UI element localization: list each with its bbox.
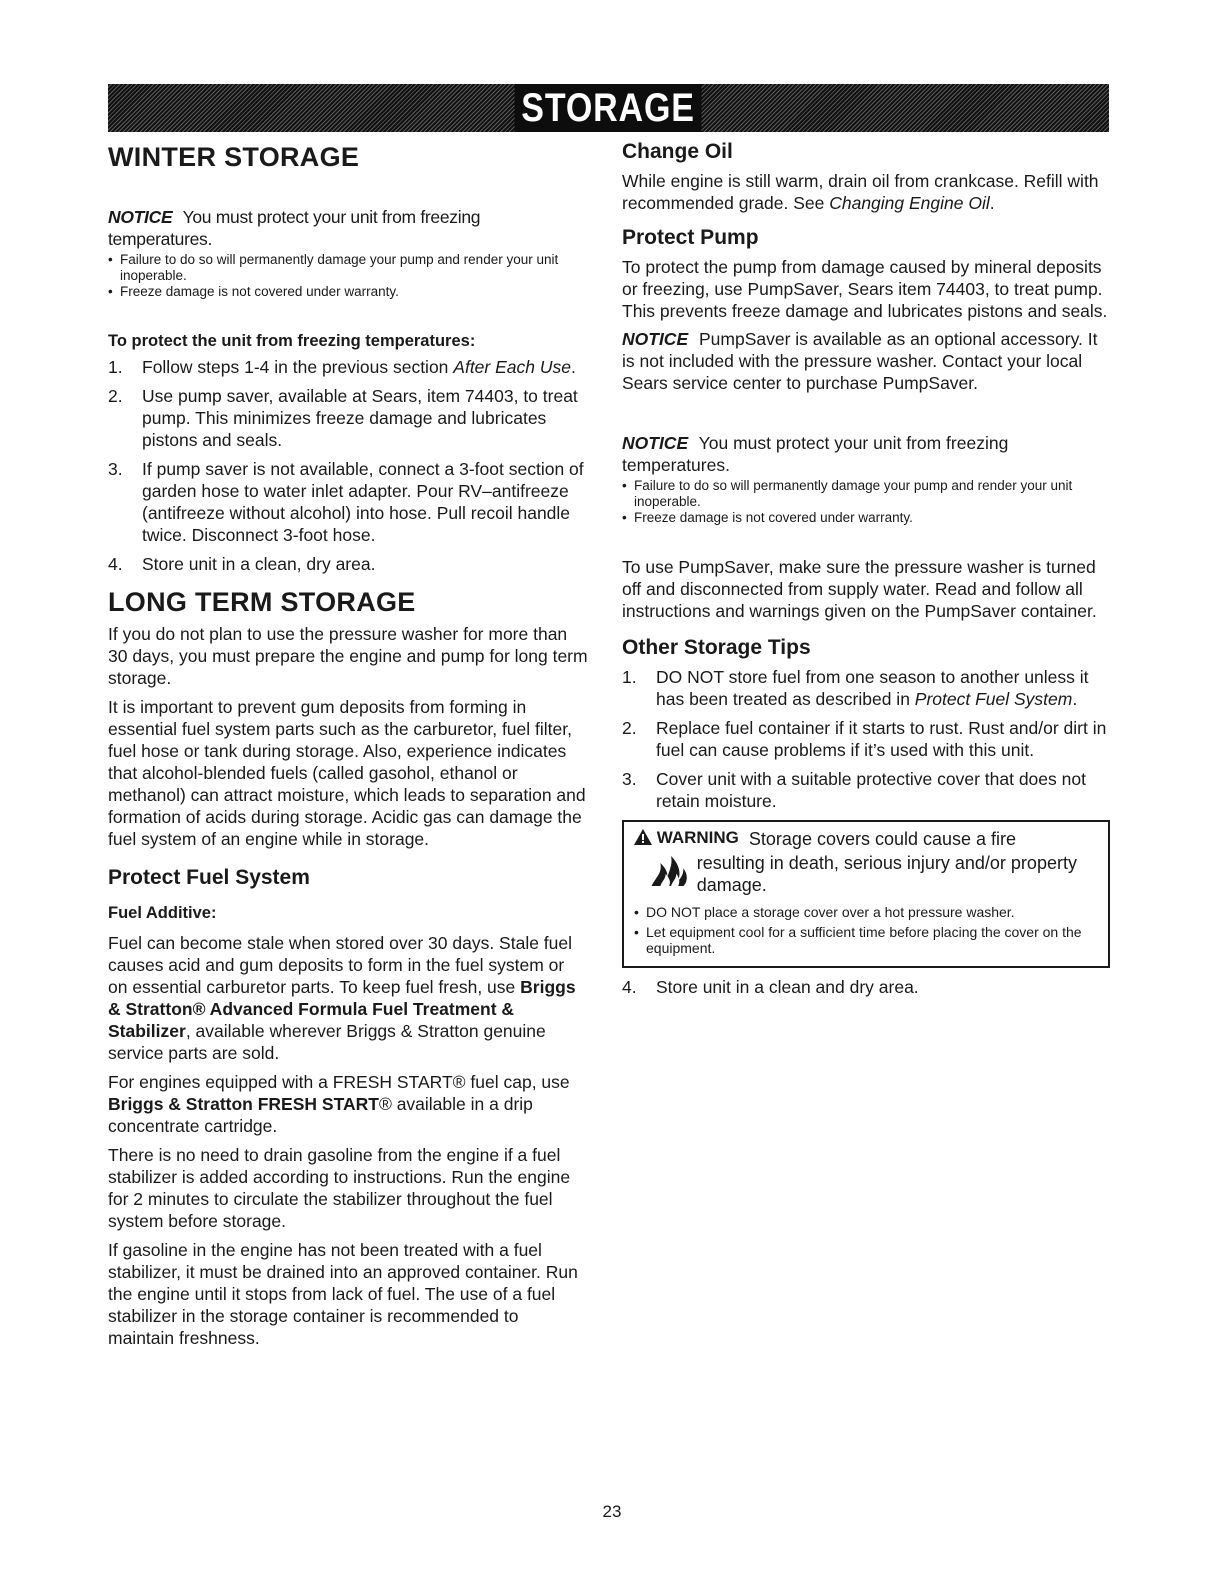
warning-line1: Storage covers could cause a fire bbox=[748, 829, 1017, 849]
step-text: Store unit in a clean and dry area. bbox=[656, 977, 919, 997]
warning-word: WARNING bbox=[656, 828, 739, 847]
product-name: Briggs & Stratton FRESH START bbox=[108, 1094, 379, 1114]
notice-label: NOTICE bbox=[622, 433, 689, 453]
change-oil-paragraph bbox=[622, 170, 1110, 214]
list-item: • Failure to do so will permanently damage your pump and render your unit inoperable. bbox=[108, 252, 588, 284]
right-column bbox=[622, 138, 1110, 1005]
step-text: Cover unit with a suitable protective cover that does not retain moisture. bbox=[656, 769, 1086, 811]
product-name: Briggs & Stratton® Advanced Formula Fuel Treatment & Stabilizer bbox=[108, 977, 576, 1041]
notice-text: You must protect your unit from freezing temperatures. bbox=[622, 433, 1009, 475]
step-reference: Protect Fuel System bbox=[914, 689, 1073, 709]
list-item bbox=[622, 666, 1110, 710]
section-banner bbox=[108, 84, 1109, 132]
notice-label: NOTICE bbox=[622, 329, 689, 349]
storage-tips-steps bbox=[622, 666, 1110, 812]
step-number: 1. bbox=[622, 667, 637, 687]
fuel-text: Fuel can become stale when stored over 30 days. Stale fuel causes acid and gum deposits to form in the fuel system or on essential carburetor parts. To keep fuel fresh, use bbox=[108, 933, 573, 997]
warning-line2: resulting in death, serious injury and/or property damage. bbox=[696, 853, 1077, 895]
warning-label bbox=[634, 828, 739, 850]
protect-unit-heading: To protect the unit from freezing temperatures: bbox=[108, 332, 476, 350]
fuel-paragraph: There is no need to drain gasoline from the engine if a fuel stabilizer is added according to instructions. Run the engine for 2 minutes to circulate the stabilizer throughout the fuel system before storage. bbox=[108, 1145, 571, 1231]
warning-body bbox=[634, 852, 1100, 896]
list-item bbox=[108, 458, 588, 546]
page-number: 23 bbox=[602, 1502, 622, 1521]
fuel-paragraph bbox=[108, 1071, 588, 1137]
step-number: 3. bbox=[622, 769, 637, 789]
section-title: STORAGE bbox=[515, 84, 702, 132]
step-number: 1. bbox=[108, 357, 123, 377]
list-item: • Freeze damage is not covered under warranty. bbox=[622, 510, 1110, 526]
notice-label: NOTICE bbox=[108, 207, 173, 227]
step-tail: . bbox=[1072, 689, 1078, 709]
step-number: 2. bbox=[108, 386, 123, 406]
list-item: • Freeze damage is not covered under warranty. bbox=[108, 284, 588, 300]
list-item: • DO NOT place a storage cover over a hot pressure washer. bbox=[634, 904, 1100, 920]
freezing-notice bbox=[622, 432, 1110, 476]
long-term-storage-heading: LONG TERM STORAGE bbox=[108, 587, 416, 617]
pumpsaver-notice bbox=[622, 328, 1110, 394]
list-item bbox=[622, 717, 1110, 761]
protect-fuel-system-heading: Protect Fuel System bbox=[108, 866, 310, 889]
protect-pump-paragraph: To protect the pump from damage caused by mineral deposits or freezing, use PumpSaver, Sears item 74403, to treat pump. This prevents freeze damage and lubricates pistons and seals. bbox=[622, 257, 1108, 321]
step-reference: After Each Use bbox=[453, 357, 571, 377]
warning-bullets bbox=[634, 904, 1100, 956]
change-oil-heading: Change Oil bbox=[622, 140, 733, 163]
storage-tips-final-step bbox=[622, 976, 1110, 998]
step-text: Store unit in a clean, dry area. bbox=[142, 554, 376, 574]
winter-notice bbox=[108, 206, 588, 250]
other-storage-tips-heading: Other Storage Tips bbox=[622, 636, 811, 659]
change-oil-text: While engine is still warm, drain oil from crankcase. Refill with recommended grade. See bbox=[622, 171, 1099, 213]
step-text: Follow steps 1-4 in the previous section bbox=[142, 357, 454, 377]
step-text: If pump saver is not available, connect a 3-foot section of garden hose to water inlet adapter. Pour RV–antifreeze (antifreeze without alcohol) into hose. Pull recoil handle twice. Disconnect 3-foot hose. bbox=[142, 459, 584, 545]
list-item bbox=[108, 385, 588, 451]
fuel-text: For engines equipped with a FRESH START® fuel cap, use bbox=[108, 1072, 570, 1092]
notice-text: PumpSaver is available as an optional accessory. It is not included with the pressure washer. Contact your local Sears service center to purchase PumpSaver. bbox=[622, 329, 1098, 393]
warning-box bbox=[622, 820, 1110, 968]
change-oil-reference: Changing Engine Oil bbox=[829, 193, 990, 213]
left-column bbox=[108, 138, 588, 1349]
notice-text: You must protect your unit from freezing temperatures. bbox=[108, 207, 481, 249]
step-tail: . bbox=[570, 357, 576, 377]
warning-triangle-icon bbox=[634, 829, 652, 845]
long-term-paragraph: If you do not plan to use the pressure washer for more than 30 days, you must prepare the engine and pump for long term storage. bbox=[108, 624, 588, 688]
step-number: 3. bbox=[108, 459, 123, 479]
fuel-additive-heading: Fuel Additive: bbox=[108, 904, 217, 922]
protect-pump-heading: Protect Pump bbox=[622, 226, 759, 249]
step-number: 4. bbox=[622, 977, 637, 997]
freezing-notice-bullets bbox=[622, 478, 1110, 526]
fuel-text: , available wherever Briggs & Stratton genuine service parts are sold. bbox=[108, 1021, 546, 1063]
list-item bbox=[108, 356, 588, 378]
step-text: Use pump saver, available at Sears, item 74403, to treat pump. This minimizes freeze damage and lubricates pistons and seals. bbox=[142, 386, 578, 450]
step-number: 4. bbox=[108, 554, 123, 574]
pumpsaver-usage-paragraph: To use PumpSaver, make sure the pressure washer is turned off and disconnected from supply water. Read and follow all instructions and warnings given on the PumpSaver container. bbox=[622, 557, 1097, 621]
winter-storage-heading: WINTER STORAGE bbox=[108, 142, 360, 172]
step-text: DO NOT store fuel from one season to another unless it has been treated as described in bbox=[656, 667, 1089, 709]
list-item bbox=[622, 768, 1110, 812]
winter-notice-bullets bbox=[108, 252, 588, 300]
fuel-text: ® available in a drip concentrate cartridge. bbox=[108, 1094, 533, 1136]
long-term-paragraph: It is important to prevent gum deposits from forming in essential fuel system parts such as the carburetor, fuel filter, fuel hose or tank during storage. Also, experience indicates that alcohol-blended fuels (called gasohol, ethanol or methanol) can attract moisture, which leads to separation and formation of acids during storage. Acidic gas can damage the fuel system of an engine while in storage. bbox=[108, 697, 586, 849]
fire-hazard-icon bbox=[648, 852, 689, 890]
list-item: • Failure to do so will permanently damage your pump and render your unit inoperable. bbox=[622, 478, 1110, 510]
step-number: 2. bbox=[622, 718, 637, 738]
winter-steps bbox=[108, 356, 588, 575]
fuel-paragraph: If gasoline in the engine has not been treated with a fuel stabilizer, it must be drained into an approved container. Run the engine until it stops from lack of fuel. The use of a fuel stabilizer in the storage container is recommended to maintain freshness. bbox=[108, 1240, 578, 1348]
list-item bbox=[108, 553, 588, 575]
change-oil-tail: . bbox=[989, 193, 995, 213]
warning-header bbox=[634, 828, 1100, 850]
list-item bbox=[622, 976, 1110, 998]
fuel-paragraph bbox=[108, 932, 588, 1064]
list-item: • Let equipment cool for a sufficient time before placing the cover on the equipment. bbox=[634, 924, 1100, 956]
step-text: Replace fuel container if it starts to rust. Rust and/or dirt in fuel can cause problems if it’s used with this unit. bbox=[656, 718, 1107, 760]
